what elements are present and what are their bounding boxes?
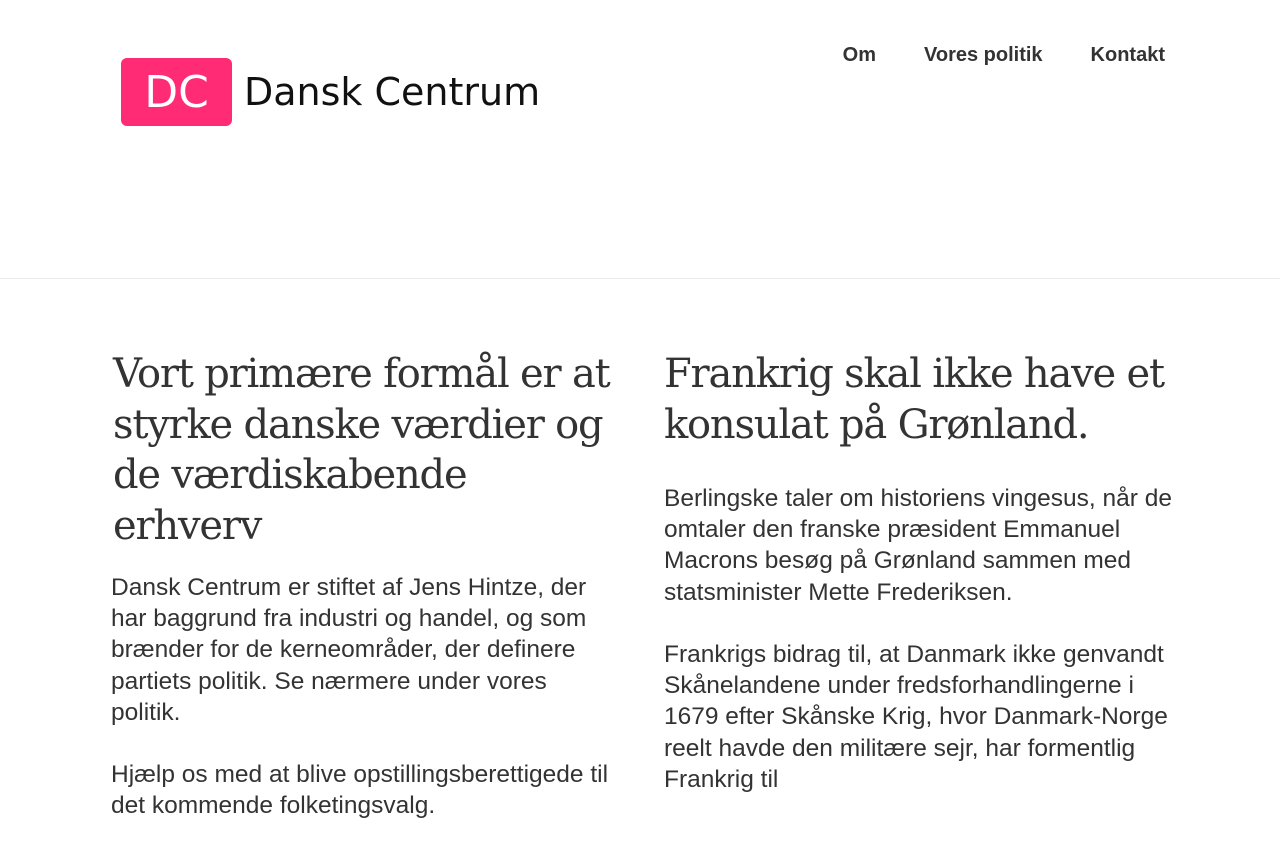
article-heading: Frankrig skal ikke have et konsulat på Grønland. [664,351,1164,448]
nav-item-kontakt[interactable]: Kontakt [1090,44,1165,66]
logo-text: Dansk Centrum [244,70,541,114]
logo-mark: DC [121,58,232,126]
purpose-paragraph: Hjælp os med at blive opstillingsberettigede til det kommende folketingsvalg. [111,761,609,820]
site-header [0,0,1280,279]
main-nav [843,42,1165,68]
nav-item-vores-politik[interactable]: Vores politik [924,44,1043,66]
nav-item-om[interactable]: Om [842,44,876,66]
main-content [0,279,1280,820]
purpose-body [111,572,611,822]
article-paragraph: Frankrigs bidrag til, at Danmark ikke genvandt Skånelandene under fredsforhandlingerne i 1679 efter Skånske Krig, hvor Danmark-Norge reelt havde den militære sejr, har formentlig Frankrig til [664,641,1168,793]
purpose-section [111,349,611,853]
site-logo[interactable] [121,58,540,126]
purpose-paragraph: Dansk Centrum er stiftet af Jens Hintze, der har baggrund fra industri og handel, og som brænder for de kerneområder, der definere partiets politik. Se nærmere under vores politik. [111,574,587,726]
article-section [664,349,1174,826]
article-paragraph: Berlingske taler om historiens vingesus, når de omtaler den franske præsident Emmanuel Macrons besøg på Grønland sammen med statsminister Mette Frederiksen. [664,485,1172,606]
article-body [664,483,1174,795]
purpose-heading: Vort primære formål er at styrke danske værdier og de værdiskabende erhverv [113,351,610,549]
